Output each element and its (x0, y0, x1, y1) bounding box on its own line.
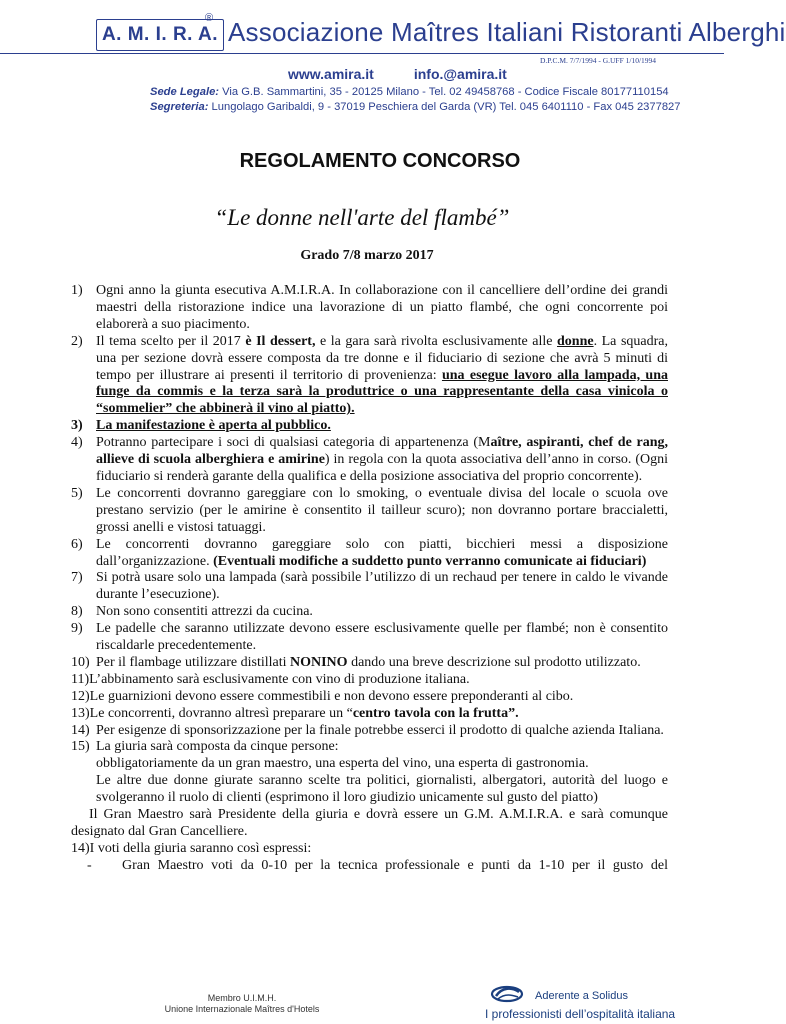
list-item (71, 858, 668, 875)
header-rule (0, 53, 724, 54)
association-name: Associazione Maîtres Italiani Ristoranti Alberghi (228, 17, 786, 47)
item-text: Le guarnizioni devono essere commestibili e non devono essere preponderanti al cibo. (89, 688, 574, 704)
item-number: 4) (71, 435, 83, 451)
uimh-membership (142, 993, 342, 1015)
item-text: Non sono consentiti attrezzi da cucina. (96, 604, 313, 620)
dash-bullet: - (87, 857, 92, 873)
member-line-1: Membro U.I.M.H. (207, 993, 277, 1003)
contact-line (288, 66, 507, 82)
amira-logo: A. M. I. R. A. (96, 19, 224, 51)
sede-legale (150, 86, 669, 98)
email-link[interactable]: info.@amira.it (413, 66, 507, 82)
item-text: Le concorrenti dovranno gareggiare solo con piatti, bicchieri messi a disposizione dall’organizzazione. (Eventuali modifiche a suddetto punto verranno comunicate ai fiduciari) (96, 536, 668, 569)
item-text: Le concorrenti dovranno gareggiare con lo smoking, o eventuale divisa del locale o scuola ove prestano servizio (per le amirine è consentito il tailleur scuro); non dovranno portare braccialetti, grossi anelli e vistosi tatuaggi. (96, 485, 668, 535)
item-text: Il tema scelto per il 2017 è Il dessert, e la gara sarà rivolta esclusivamente alle donne. La squadra, una per sezione dovrà essere composta da tre donne e il fiduciario di sezione che avrà 5 minuti di tempo per illustrare ai presenti il territorio di provenienza: una esegue lavoro alla lampada, una funge da commis e la terza sarà la produttrice o una rappresentante della casa vinicola o “sommelier” che abbinerà il vino al piatto). (96, 333, 668, 417)
list-item (71, 283, 668, 334)
document-title: REGOLAMENTO CONCORSO (239, 150, 521, 172)
segreteria-text: Lungolago Garibaldi, 9 - 37019 Peschiera del Garda (VR) Tel. 045 6401110 - Fax 045 2377827 (208, 101, 681, 113)
list-item (71, 841, 668, 858)
item-number: 10) (71, 654, 90, 670)
item-text: Le concorrenti, dovranno altresì preparare un “centro tavola con la frutta”. (89, 705, 519, 721)
list-item (71, 655, 668, 672)
list-item (71, 739, 668, 756)
list-item (71, 570, 668, 604)
sede-label: Sede Legale: (150, 86, 220, 98)
list-item (71, 689, 668, 706)
item-text: Gran Maestro voti da 0-10 per la tecnica professionale e punti da 1-10 per il gusto del (122, 857, 668, 873)
list-item (71, 486, 668, 537)
item-text: La giuria sarà composta da cinque persone: (96, 739, 339, 755)
item-number: 1) (71, 283, 83, 298)
segreteria (150, 101, 681, 113)
item-text: Si potrà usare solo una lampada (sarà possibile l’utilizzo di un rechaud per tenere in caldo le vivande durante l’esecuzione). (96, 570, 668, 603)
item-text: Per il flambage utilizzare distillati NONINO dando una breve descrizione sul prodotto utilizzato. (96, 654, 641, 670)
list-item (71, 537, 668, 571)
item-number: 8) (71, 604, 83, 620)
item-number: 15) (71, 739, 90, 755)
item-number: 5) (71, 485, 83, 501)
item-text: Ogni anno la giunta esecutiva A.M.I.R.A. In collaborazione con il cancelliere dell’ordine dei grandi maestri della ristorazione indice una lavorazione di un piatto flambé, che ogni concorrente poi elaborerà a suo piacimento. (96, 283, 668, 332)
rules-list (71, 283, 668, 875)
registered-mark: ® (205, 12, 214, 24)
item-number: 14) (71, 722, 90, 738)
item-text: Le padelle che saranno utilizzate devono essere esclusivamente quelle per flambé; non è consentito riscaldarle precedentemente. (96, 621, 668, 654)
list-item (71, 723, 668, 740)
list-item (71, 672, 668, 689)
item-number: 6) (71, 536, 83, 552)
solidus-line: Aderente a Solidus (535, 990, 628, 1002)
website-link[interactable]: www.amira.it (288, 66, 374, 82)
segreteria-label: Segreteria: (150, 101, 209, 113)
item-text: I voti della giuria saranno così espressi: (89, 840, 312, 856)
place-date: Grado 7/8 marzo 2017 (300, 248, 434, 263)
document-subtitle: “Le donne nell'arte del flambé” (214, 205, 510, 230)
solidus-slogan: I professionisti dell’ospitalità italiana (485, 1007, 676, 1021)
list-item (71, 435, 668, 486)
item-number: 9) (71, 621, 83, 637)
list-item (71, 418, 668, 435)
item-text: Per esigenze di sponsorizzazione per la finale potrebbe esserci il prodotto di qualche azienda Italiana. (96, 722, 664, 738)
item-number: 12) (71, 688, 90, 704)
item-text: L’abbinamento sarà esclusivamente con vino di produzione italiana. (89, 671, 470, 687)
list-item (71, 604, 668, 621)
item-number: 11) (71, 671, 90, 687)
jury-composition-line: obbligatoriamente da un gran maestro, una esperta del vino, una esperta di gastronomia. (96, 756, 589, 772)
list-item (71, 621, 668, 655)
list-item (71, 334, 668, 419)
item-number: 2) (71, 333, 83, 349)
item-number: 7) (71, 570, 83, 586)
jury-guests-line: Le altre due donne giurate saranno scelte tra politici, giornalisti, albergatori, autorità del luogo e svolgeranno il ruolo di clienti (esprimono il loro giudizio unicamente sul gusto del piatto) (96, 773, 668, 806)
member-line-2: Unione Internazionale Maîtres d'Hotels (164, 1004, 320, 1014)
item-text: Potranno partecipare i soci di qualsiasi categoria di appartenenza (Maître, aspiranti, chef de rang, allieve di scuola alberghiera e amirine) in regola con la quota associativa dell’anno in corso. (Ogni fiduciario si renderà garante della qualifica e della posizione associativa del proprio concorrente). (96, 435, 668, 484)
list-item (71, 706, 668, 723)
item-text: La manifestazione è aperta al pubblico. (96, 418, 331, 434)
item-number: 13) (71, 705, 90, 721)
solidus-logo-icon (490, 983, 524, 1005)
dpcm-reference: D.P.C.M. 7/7/1994 - G.UFF 1/10/1994 (540, 56, 657, 65)
item-number: 3) (71, 418, 83, 434)
gran-maestro-paragraph: Il Gran Maestro sarà Presidente della giuria e dovrà essere un G.M. A.M.I.R.A. e sarà comunque designato dal Gran Cancelliere. (71, 807, 668, 839)
item-number: 14) (71, 840, 90, 856)
sede-text: Via G.B. Sammartini, 35 - 20125 Milano - Tel. 02 49458768 - Codice Fiscale 80177110154 (219, 86, 669, 98)
